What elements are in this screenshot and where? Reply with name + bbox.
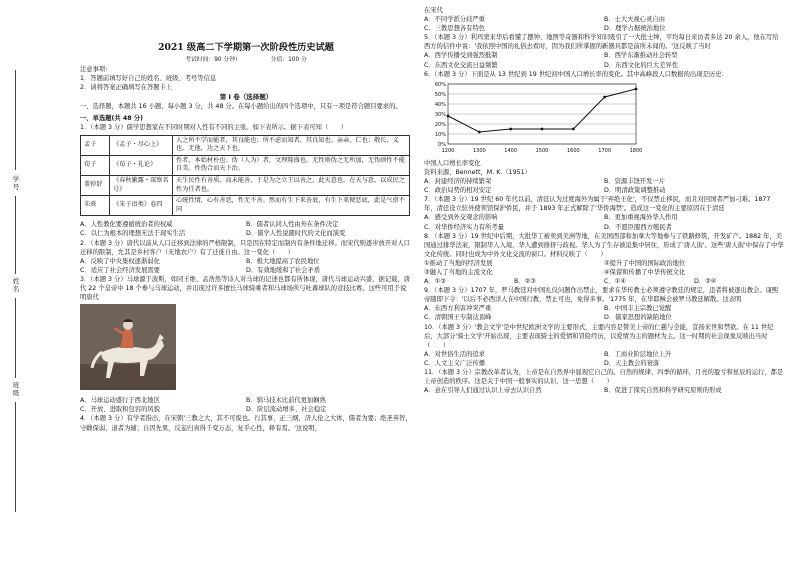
data-point bbox=[603, 95, 606, 98]
option-d[interactable]: D．东西文化的巨大差异性 bbox=[604, 61, 679, 69]
notice-item: 1．答题前填写好自己的姓名、班级、考号等信息 bbox=[80, 75, 217, 83]
student-name-label: 姓名 bbox=[12, 277, 20, 293]
section-heading: 一、单选题(共 48 分) bbox=[80, 115, 143, 123]
question-3 bbox=[80, 275, 412, 415]
x-tick-label: 1800 bbox=[629, 147, 643, 154]
table-row bbox=[81, 175, 410, 195]
option-row bbox=[80, 405, 412, 414]
option-b[interactable]: B．更加重视海外华人作用 bbox=[604, 214, 678, 222]
option-a[interactable]: A．西学传播受到强烈抵制 bbox=[424, 52, 498, 60]
option-a[interactable]: A．反映了中央集权逐渐弱化 bbox=[80, 257, 160, 265]
part-one-title: 第 I 卷（选择题） bbox=[219, 93, 273, 102]
table-row bbox=[81, 135, 410, 155]
option-a[interactable]: A．①③ bbox=[424, 278, 446, 286]
x-tick-label: 1300 bbox=[472, 147, 486, 154]
question-stem: 7．（本题 3 分）19 世纪 60 年代以前，清廷认为过度海外为属于'弃绝王化'，不仅禁止移民，而且对回国者严加刁难。1877 年，清廷设立驻外使领馆保护侨民，并于 1893 年正式解除了'华侨海禁'。造成这一变化的主要原因在于清廷 bbox=[424, 196, 771, 213]
right-column bbox=[424, 6, 784, 395]
polo-figurine-image bbox=[80, 304, 176, 390]
x-tick-label: 1400 bbox=[504, 147, 518, 154]
thinker-quote: 心统性情，心有善恶，性无不善。然而有生下来善底，有生下来便恶底，此是气禀不同 bbox=[173, 196, 410, 216]
left-column bbox=[80, 6, 412, 433]
option-row bbox=[424, 61, 784, 70]
option-b[interactable]: B．极大地提高了农民地位 bbox=[246, 257, 320, 265]
thinker-quote: 性者，本始材朴也；伪（人为）者，文理隆盛也。无性则伪之无所加，无伪则性不能自美。性伪合而天下治。 bbox=[173, 155, 410, 175]
option-b[interactable]: B．工商业阶层地位上升 bbox=[604, 350, 672, 358]
question-stem: 3．（本题 3 分）马球源于波斯，如同王维、孟浩然等诗人对马球的记述也都有所体现，唐代马球运动兴盛，据记载，唐代 22 个皇帝中 18 个参与马球运动，并出现过许多擅长马球骑乘者和马球场所与吐蕃球队的竞技比赛。这些可用于说明唐代 bbox=[80, 275, 411, 302]
option-b[interactable]: B．西学东渐推动社会转型 bbox=[604, 52, 678, 60]
option-row bbox=[424, 177, 784, 186]
option-c[interactable]: C．政治局势的相对安定 bbox=[424, 187, 492, 195]
option-row bbox=[80, 266, 412, 275]
data-point bbox=[478, 130, 481, 133]
x-tick-label: 1700 bbox=[598, 147, 612, 154]
option-b[interactable]: B．促进了探究自然和科学研究原则的形成 bbox=[604, 387, 722, 395]
option-b[interactable]: B．中国丰主宗教已觉醒 bbox=[604, 305, 672, 313]
option-row bbox=[424, 350, 784, 359]
option-row bbox=[424, 186, 784, 195]
option-row bbox=[80, 229, 412, 238]
option-d[interactable]: D．儒学人性说随时代的文化而演变 bbox=[246, 230, 346, 238]
question-9 bbox=[424, 286, 784, 322]
statement: ④保留和传播了中华传统文化 bbox=[604, 268, 686, 276]
option-a[interactable]: A．人性教化要遵循统治者的权威 bbox=[80, 221, 173, 229]
question-stem: 5．（本题 3 分）利玛窦来华后看懂了摆钟、地图等奇器和科学知识吸引了一大批士绅，平均每日来访者多达 20 余人，他在写给西方的信件中说：'我依照中国的礼俗去看时，因为我们所掌握的新器具都是前所未闻的。'这反映了当时 bbox=[424, 34, 779, 51]
option-d[interactable]: D．阶层流动增多、社会稳定 bbox=[246, 406, 327, 414]
question-5 bbox=[424, 33, 784, 69]
exam-time: 考试时间：90 分钟） bbox=[185, 57, 241, 63]
option-c[interactable]: C．以仁为根本的理想无法于现实生活 bbox=[80, 230, 186, 238]
option-b[interactable]: B．驯马技术比前代更加娴熟 bbox=[246, 397, 326, 405]
question-stem: 9．（本题 3 分）1707 年，罗马教廷对中国礼仪问题作出禁止，要求在华传教士必须遵守教廷的规定，违者将被逐出教会。康熙帝随即下令：'以后不必西洋人在中国行教，禁止可也，免得多事。'1775 年，在华耶稣会被罗马教廷解散。这表明 bbox=[424, 287, 779, 304]
y-tick-label: 10% bbox=[434, 131, 446, 138]
statement-row bbox=[424, 268, 784, 277]
option-c[interactable]: C．人文主义广泛传播 bbox=[424, 359, 486, 367]
table-row bbox=[81, 155, 410, 175]
question-stem: 8．（本题 3 分）19 世纪中后期，大批华工被卖到美洲等地，在美国西部和加拿大等地参与了铁路修筑，开发矿产。1882 年，美国通过排华法案，限制华人入境，华人遭到排挤与歧视。华人为了生存被迫集中居住，形成了'唐人街'。这些'唐人街'中保存了中华文化传统。同时也成为中外文化交流的窗口。材料反映了（ ） bbox=[424, 232, 784, 258]
exam-title: 2021 级高二下学期第一次阶段性历史试题 bbox=[158, 42, 334, 53]
statement: ②提升了中国的国际政治地位 bbox=[604, 259, 686, 267]
option-c[interactable]: C．①④ bbox=[604, 278, 626, 286]
binding-line bbox=[15, 70, 16, 170]
option-a[interactable]: A．不同学派分歧严重 bbox=[424, 16, 485, 24]
option-d[interactable]: D．儒家思想的缺陷地位 bbox=[604, 314, 672, 322]
y-tick-label: 0% bbox=[438, 141, 446, 148]
chart-source: 资料来源，Bennett，M. K.（1951） bbox=[424, 168, 531, 176]
thinker-name: 董仲舒 bbox=[81, 175, 110, 195]
y-tick-label: 60% bbox=[434, 81, 446, 88]
option-b[interactable]: B．资源丰饶开发一片 bbox=[604, 178, 665, 186]
option-c[interactable]: C．对华侨经济实力有所考量 bbox=[424, 223, 504, 231]
binding-margin bbox=[0, 0, 40, 562]
exam-score: 分值：100 分 bbox=[270, 57, 307, 63]
data-point bbox=[572, 127, 575, 130]
binding-line bbox=[15, 402, 16, 512]
option-row bbox=[80, 220, 412, 229]
option-row bbox=[424, 386, 784, 395]
option-d[interactable]: D．明清政策调整推动 bbox=[604, 187, 666, 195]
question-stem: 6．（本题 3 分）下面是从 13 世纪到 19 世纪初中国人口增长率的变化。其中高峰段人口数据的出现是历史： bbox=[424, 70, 728, 78]
thinker-name: 朱熹 bbox=[81, 196, 110, 216]
thinker-source: 《孟子・尽心上》 bbox=[110, 135, 173, 155]
thinker-quote: 人之所不学而能者，其良能也；所不虑而知者，其良知也。亲亲，仁也；敬长，义也。无他，达之天下也。 bbox=[173, 135, 410, 155]
x-tick-label: 1200 bbox=[441, 147, 455, 154]
question-4-continued bbox=[424, 6, 784, 33]
option-row bbox=[424, 223, 784, 232]
thinker-name: 荀子 bbox=[81, 155, 110, 175]
thinker-quote: 天生民性有善质，而未能善，于是为之立王以善之，此天意也。在天与意，以成民之性为任者也。 bbox=[173, 175, 410, 195]
option-row bbox=[80, 396, 412, 405]
question-7 bbox=[424, 195, 784, 231]
option-row bbox=[424, 304, 784, 313]
binding-line bbox=[15, 298, 16, 378]
question-11 bbox=[424, 368, 784, 395]
y-tick-label: 20% bbox=[434, 121, 446, 128]
notice-heading: 注意事项: bbox=[80, 66, 108, 73]
option-row bbox=[80, 257, 412, 266]
option-c[interactable]: C．适应了社会经济发展需要 bbox=[80, 266, 160, 274]
population-chart bbox=[424, 80, 784, 159]
option-b[interactable]: B．②③ bbox=[514, 278, 536, 286]
option-row bbox=[424, 359, 784, 368]
question-stem: 2．（本题 3 分）唐代以前从人口迁移到法律的严格限制，只是因在特定而制内有条件地迁移。而宋代则逐步放开对人口迁移的限制，允其是乡村客户（无地农户）有了迁徙自由。这一变化（ ） bbox=[80, 239, 411, 256]
data-point bbox=[509, 127, 512, 130]
question-6 bbox=[424, 70, 784, 196]
option-a[interactable]: A．马球运动盛行于西北地区 bbox=[80, 397, 160, 405]
data-point bbox=[635, 87, 638, 90]
option-row bbox=[424, 313, 784, 322]
option-d[interactable]: D．有效地缓和了社会矛盾 bbox=[246, 266, 321, 274]
student-id-label: 学号 bbox=[12, 175, 20, 191]
question-stem: 10．（本题 3 分）'教会文学'是中世纪欧洲文学的主要形式，主要内容是赞美上帝的仁慈与全能，宣扬来世和禁欲。在 11 世纪后，大部分'骑士文学'开始出现，主要表现骑士的爱情和冒险经历，以爱情为主的题材为主。这一时期的社会现象反映出当时（ ） bbox=[424, 323, 774, 349]
option-row bbox=[424, 15, 784, 24]
option-c[interactable]: C．开放、进取和包容的风貌 bbox=[80, 406, 160, 414]
question-stem-tail: 在宋代 bbox=[424, 7, 443, 14]
binding-line bbox=[15, 196, 16, 274]
table-row bbox=[81, 196, 410, 216]
question-10 bbox=[424, 323, 784, 368]
series-line bbox=[448, 89, 636, 132]
question-8 bbox=[424, 232, 784, 287]
question-2 bbox=[80, 239, 412, 275]
population-chart-svg bbox=[424, 80, 644, 156]
question-stem: 4．（本题 3 分）有学者指出，在宋朝'三教之大，其不可废也。行其事，正三纲，济人伦之大体，儒者为要；绝圣弃智，守雌保弱，道者为辅；自因先果，反妄归真得千变万态，复乎心性，释有焉。'这说明， bbox=[80, 415, 412, 432]
option-a[interactable]: A．意在引导人们通过认识上帝去认识自然 bbox=[424, 387, 542, 395]
question-stem: 11．（本题 3 分）宗教改革者认为，上帝是在自然界中显现它自己的。自然的规律、四季的循环，月亮的盈亏和星辰的运行，都是上帝创造的秩序。这是关于中国一般事实的认识，这一思想（ ） bbox=[424, 369, 784, 386]
question-4 bbox=[80, 414, 412, 432]
data-point bbox=[541, 127, 544, 130]
option-a[interactable]: A．封建经济的持续繁荣 bbox=[424, 178, 492, 186]
option-row bbox=[424, 213, 784, 222]
statement-row bbox=[424, 259, 784, 268]
option-d[interactable]: D．理学占据统治地位 bbox=[604, 25, 666, 33]
option-row bbox=[424, 24, 784, 33]
thinker-source: 《荀子・礼论》 bbox=[110, 155, 173, 175]
option-b[interactable]: B．士大夫视心灵自由 bbox=[604, 16, 665, 24]
option-row bbox=[424, 51, 784, 60]
option-d[interactable]: D．不愿臣服西方殖民者 bbox=[604, 223, 672, 231]
chart-caption: 中国人口增长率变化 bbox=[424, 159, 481, 167]
notice-item: 2．请将答案正确填写在答题卡上 bbox=[80, 84, 173, 92]
option-c[interactable]: C．东西文化交流日益频繁 bbox=[424, 61, 498, 69]
part-one-intro: 一、选择题，本题共 16 小题，每小题 3 分，共 48 分。在每小题给出的四个选项中，只有一项是符合题目要求的。 bbox=[80, 103, 402, 111]
option-c[interactable]: C．三教思想各有特色 bbox=[424, 25, 486, 33]
y-tick-label: 50% bbox=[434, 91, 446, 98]
x-tick-label: 1500 bbox=[535, 147, 549, 154]
statement: ③融入了当地的主流文化 bbox=[424, 268, 493, 276]
option-d[interactable]: D．②④ bbox=[694, 278, 717, 286]
x-tick-label: 1600 bbox=[566, 147, 580, 154]
option-b[interactable]: B．儒者认同人性由外在条件决定 bbox=[246, 221, 339, 229]
question-1 bbox=[80, 123, 412, 238]
class-label: 班级 bbox=[12, 381, 20, 397]
y-tick-label: 30% bbox=[434, 111, 446, 118]
thinker-name: 孟子 bbox=[81, 135, 110, 155]
option-row bbox=[424, 277, 784, 286]
statement: ①推动了当地的经济发展 bbox=[424, 259, 493, 267]
option-a[interactable]: A．东西方利害冲突严重 bbox=[424, 305, 492, 313]
question-stem: 1．（本题 3 分）儒学思想家在不同时期对人性有不同的主张。如下表所示。据下表可知（ ） bbox=[80, 124, 348, 132]
y-tick-label: 40% bbox=[434, 101, 446, 108]
exam-meta bbox=[80, 55, 412, 65]
thinker-source: 《春秋繁露・深察名号》 bbox=[110, 175, 173, 195]
option-c[interactable]: C．清朝国王专制达顶峰 bbox=[424, 314, 492, 322]
option-a[interactable]: A．对世俗生活的追求 bbox=[424, 350, 485, 358]
option-a[interactable]: A．感受到外交观念的影响 bbox=[424, 214, 498, 222]
thinker-source: 《朱子语类》卷四 bbox=[110, 196, 173, 216]
data-point bbox=[447, 114, 450, 117]
thinkers-table bbox=[80, 135, 410, 217]
option-d[interactable]: D．天主教会的衰落 bbox=[604, 359, 660, 367]
